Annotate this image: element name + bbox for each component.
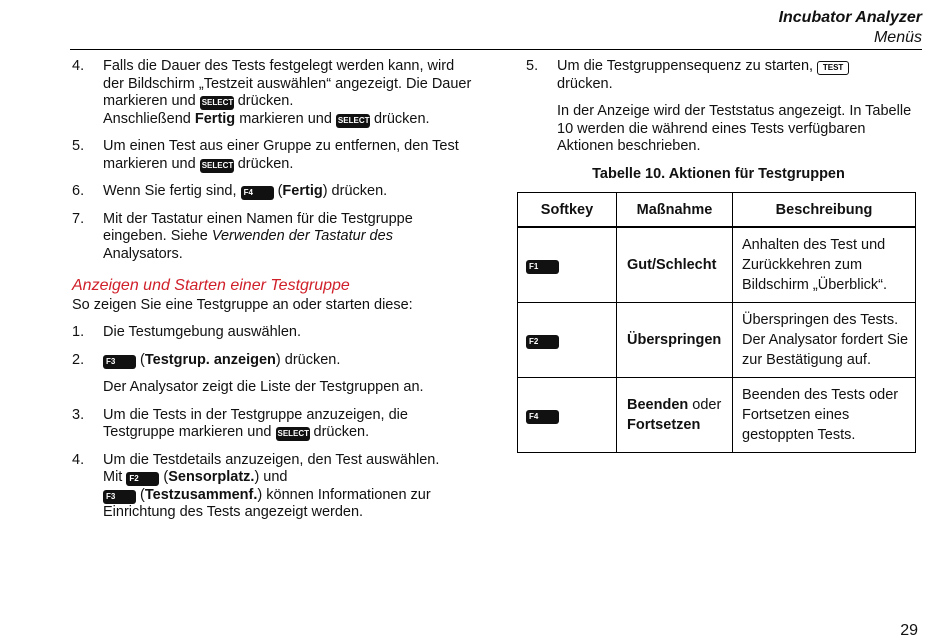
f3-key-icon: F3 xyxy=(103,355,136,369)
step-text: Um einen Test aus einer Gruppe zu entfernen, den Test markieren und xyxy=(103,138,459,172)
f4-key-icon: F4 xyxy=(526,410,559,424)
step-text: Falls die Dauer des Tests festgelegt werden kann, wird der Bildschirm „Testzeit auswählen“ angezeigt. Die Dauer markieren und xyxy=(103,58,472,109)
step-7-name xyxy=(72,211,472,264)
f2-key-icon: F2 xyxy=(526,335,559,349)
step-number: 1. xyxy=(72,324,85,340)
softkey-cell xyxy=(518,303,617,378)
description-cell: Anhalten des Test und Zurückkehren zum Bildschirm „Überblick“. xyxy=(733,227,916,303)
running-header xyxy=(779,8,922,48)
page-number: 29 xyxy=(900,622,918,639)
column-header-action: Maßnahme xyxy=(617,193,733,228)
right-column xyxy=(526,58,921,187)
step-text: drücken. xyxy=(233,93,294,109)
step-text: drücken. xyxy=(309,424,370,440)
table-row xyxy=(518,227,916,303)
description-cell: Beenden des Tests oder Fortsetzen eines gestoppten Tests. xyxy=(733,378,916,453)
step-5-start-sequence xyxy=(526,58,921,93)
step-text: Analysators. xyxy=(103,245,183,262)
step-emphasis: Fertig xyxy=(194,110,236,127)
column-header-description: Beschreibung xyxy=(733,193,916,228)
step-3-show-tests xyxy=(72,407,472,442)
step-emphasis: Testgrup. anzeigen xyxy=(144,351,276,368)
table-caption: Tabelle 10. Aktionen für Testgruppen xyxy=(592,165,845,182)
cross-reference: Verwenden der Tastatur des xyxy=(211,228,393,244)
select-key-icon: SELECT xyxy=(276,427,310,441)
left-column xyxy=(72,58,472,532)
section-intro: So zeigen Sie eine Testgruppe an oder starten diese: xyxy=(72,296,413,313)
step-number: 5. xyxy=(72,138,85,154)
table-header-row xyxy=(518,193,916,228)
step-text: drücken. xyxy=(233,155,294,172)
f4-key-icon: F4 xyxy=(241,186,274,200)
section-title: Anzeigen und Starten einer Testgruppe xyxy=(72,277,350,294)
step-text: ) können Informationen zur Einrichtung des Tests angezeigt werden. xyxy=(103,486,431,520)
step-text: Anschließend xyxy=(103,110,195,127)
step-number: 3. xyxy=(72,406,85,423)
step-number: 4. xyxy=(72,58,85,74)
step-2-note: Der Analysator zeigt die Liste der Testgruppen an. xyxy=(103,379,424,395)
step-text: ) drücken. xyxy=(322,183,388,199)
action-text: Fortsetzen xyxy=(627,417,701,433)
action-connector: oder xyxy=(688,397,722,413)
header-rule xyxy=(70,49,922,50)
table-row xyxy=(518,303,916,378)
header-subtitle: Menüs xyxy=(873,29,922,46)
step-text: ( xyxy=(136,486,145,503)
step-text: ) und xyxy=(254,469,288,485)
step-4-test-details xyxy=(72,452,472,522)
step-text: drücken. xyxy=(557,75,613,92)
step-text: Wenn Sie fertig sind, xyxy=(103,183,241,199)
column-header-softkey: Softkey xyxy=(518,193,617,228)
select-key-icon: SELECT xyxy=(200,96,234,110)
f3-key-icon: F3 xyxy=(103,490,136,504)
step-text: ( xyxy=(273,183,283,199)
step-emphasis: Sensorplatz. xyxy=(168,469,255,485)
step-text: Die Testumgebung auswählen. xyxy=(103,324,302,340)
table-row xyxy=(518,378,916,453)
step-number: 4. xyxy=(72,451,85,468)
select-key-icon: SELECT xyxy=(336,114,370,128)
header-title: Incubator Analyzer xyxy=(778,9,922,26)
step-text: markieren und xyxy=(235,110,336,127)
step-text: ( xyxy=(136,351,145,368)
step-text: ( xyxy=(159,469,169,485)
action-text: Beenden xyxy=(627,397,689,413)
step-text: Um die Testdetails anzuzeigen, den Test auswählen. xyxy=(103,451,440,468)
softkey-cell xyxy=(518,378,617,453)
step-2-show-groups xyxy=(72,352,472,370)
softkey-cell xyxy=(518,227,617,303)
step-5-remove xyxy=(72,138,472,173)
step-emphasis: Fertig xyxy=(282,183,323,199)
select-key-icon: SELECT xyxy=(200,159,234,173)
step-text: Um die Tests in der Testgruppe anzuzeigen, die Testgruppe markieren und xyxy=(103,406,408,440)
step-emphasis: Testzusammenf. xyxy=(144,486,258,503)
step-text: Mit xyxy=(103,469,127,485)
test-key-icon: TEST xyxy=(817,61,849,75)
step-5-note: In der Anzeige wird der Teststatus angezeigt. In Tabelle 10 werden die während eines Tests verfügbaren Aktionen beschrieben. xyxy=(557,103,912,154)
action-cell: Überspringen xyxy=(617,303,733,378)
step-text: Mit der Tastatur einen Namen für die Testgruppe eingeben. Siehe xyxy=(103,210,413,244)
action-cell xyxy=(617,378,733,453)
description-cell: Überspringen des Tests. Der Analysator fordert Sie zur Bestätigung auf. xyxy=(733,303,916,378)
step-6-done xyxy=(72,183,472,201)
step-text: Um die Testgruppensequenz zu starten, xyxy=(557,58,818,74)
step-number: 7. xyxy=(72,210,85,227)
step-text: drücken. xyxy=(369,110,430,127)
action-cell: Gut/Schlecht xyxy=(617,227,733,303)
step-1-select-environment xyxy=(72,324,472,342)
step-number: 2. xyxy=(72,351,85,368)
step-number: 6. xyxy=(72,183,85,199)
step-text: ) drücken. xyxy=(275,351,341,368)
step-number: 5. xyxy=(526,58,539,74)
f2-key-icon: F2 xyxy=(126,472,159,486)
f1-key-icon: F1 xyxy=(526,260,559,274)
step-4-duration xyxy=(72,58,472,128)
actions-table xyxy=(517,192,916,453)
